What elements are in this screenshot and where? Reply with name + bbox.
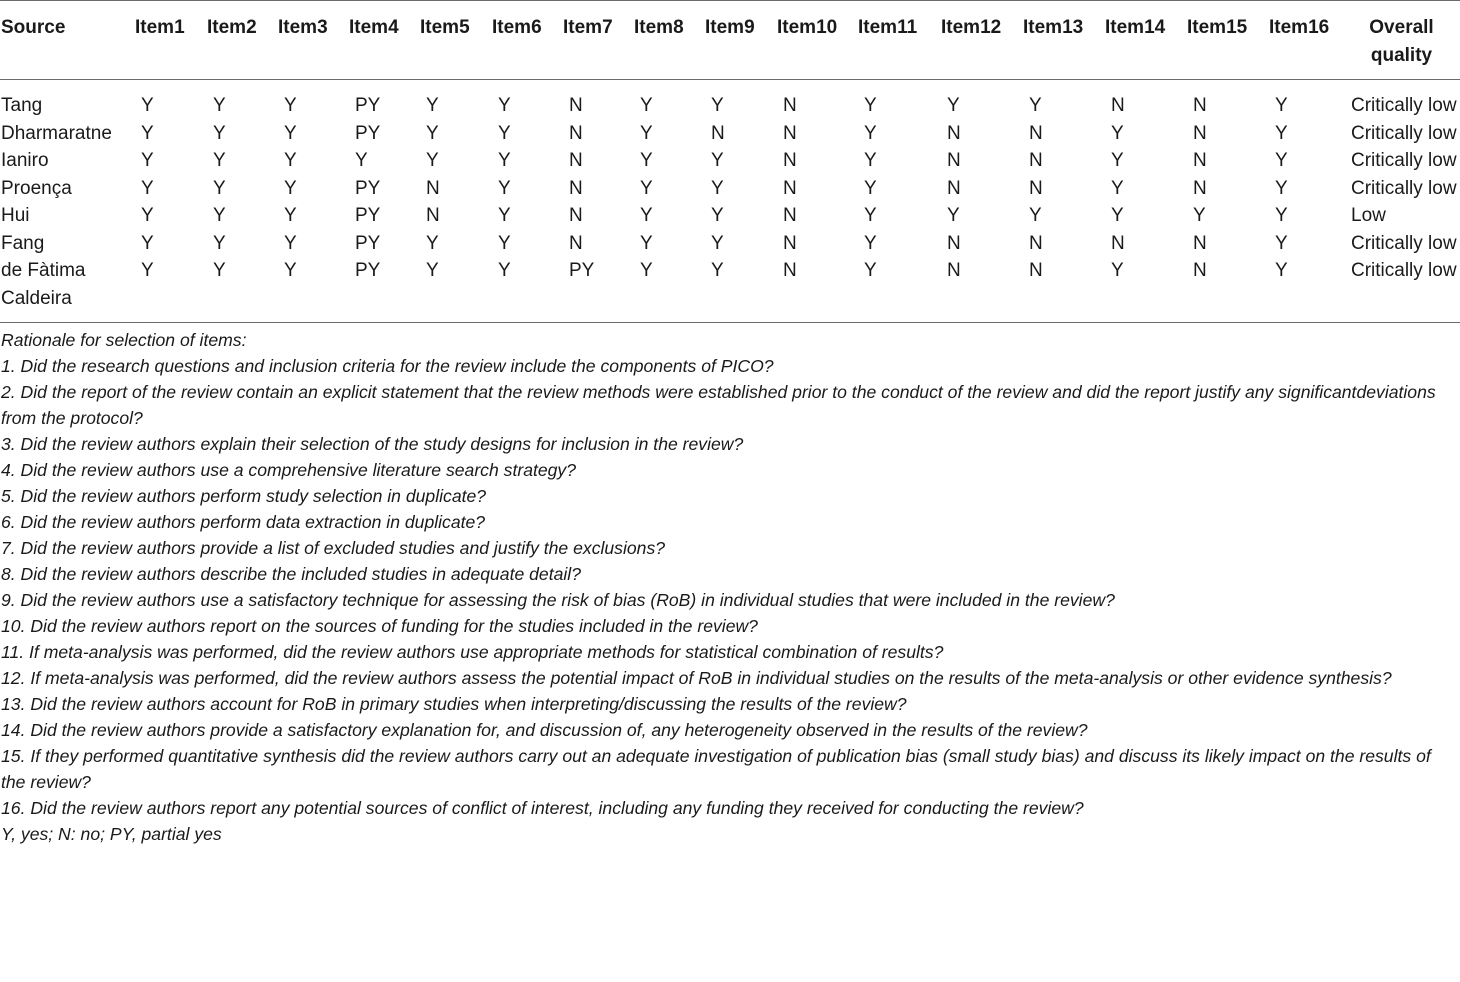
item15-rating-cell: N — [1193, 95, 1207, 116]
item1-rating-cell: Y — [141, 95, 154, 116]
item4-rating-cell: Y — [355, 150, 368, 171]
item3-rating-cell: Y — [284, 95, 297, 116]
overall-quality-cell: Critically low — [1351, 95, 1457, 116]
footnote-item: 8. Did the review authors describe the included studies in adequate detail? — [1, 564, 581, 584]
item3-rating-cell: Y — [284, 205, 297, 226]
item16-rating-cell: Y — [1275, 95, 1288, 116]
item10-rating-cell: N — [783, 177, 797, 199]
table-row — [0, 257, 1460, 323]
item6-rating-cell: Y — [498, 232, 511, 254]
overall-quality-cell: Critically low — [1343, 257, 1460, 323]
item5-rating-cell: N — [426, 177, 440, 199]
footnote-item: 5. Did the review authors perform study selection in duplicate? — [1, 486, 487, 506]
item7-rating-cell: N — [569, 205, 583, 226]
footnote-item: 16. Did the review authors report any potential sources of conflict of interest, including any funding they received for conducting the review? — [1, 798, 1084, 818]
item13-rating-cell: N — [1029, 150, 1043, 171]
item1-rating-cell: Y — [141, 122, 154, 144]
item12-rating-cell: N — [947, 177, 961, 199]
table-row — [0, 230, 1460, 258]
source-cell: Hui — [1, 205, 30, 226]
item13-rating-cell: Y — [1029, 95, 1042, 116]
item13-rating-cell: N — [1029, 232, 1043, 254]
table-row — [0, 80, 1460, 120]
column-header-item16: Item16 — [1269, 1, 1343, 80]
item11-rating-cell: Y — [864, 205, 877, 226]
item4-rating-cell: PY — [355, 232, 381, 254]
item2-rating-cell: Y — [213, 150, 226, 171]
item7-rating-cell: N — [569, 150, 583, 171]
item10-rating-cell: N — [783, 150, 797, 171]
item3-rating-cell: Y — [284, 232, 297, 254]
item6-rating-cell: Y — [498, 205, 511, 226]
item15-rating-cell: Y — [1193, 205, 1206, 226]
table-row — [0, 120, 1460, 148]
column-header-overall-quality: Overall quality — [1343, 1, 1460, 80]
footnote-item: 6. Did the review authors perform data extraction in duplicate? — [1, 512, 486, 532]
column-header-item13: Item13 — [1023, 1, 1105, 80]
footnote-legend: Y, yes; N: no; PY, partial yes — [1, 824, 222, 844]
amstar-quality-table — [0, 0, 1460, 323]
item14-rating-cell: Y — [1111, 205, 1124, 226]
item12-rating-cell: Y — [947, 205, 960, 226]
item13-rating-cell: N — [1023, 257, 1105, 323]
footnote-item: 13. Did the review authors account for RoB in primary studies when interpreting/discussing the results of the review? — [1, 694, 907, 714]
column-header-item1: Item1 — [135, 1, 207, 80]
item16-rating-cell: Y — [1275, 122, 1288, 144]
item3-rating-cell: Y — [284, 150, 297, 171]
item10-rating-cell: N — [783, 122, 797, 144]
footnote-item: 1. Did the research questions and inclusion criteria for the review include the components of PICO? — [1, 356, 774, 376]
column-header-item12: Item12 — [941, 1, 1023, 80]
item14-rating-cell: Y — [1111, 122, 1124, 144]
item11-rating-cell: Y — [864, 150, 877, 171]
item12-rating-cell: N — [947, 232, 961, 254]
item7-rating-cell: PY — [563, 257, 634, 323]
item16-rating-cell: Y — [1275, 205, 1288, 226]
footnote-item: 15. If they performed quantitative synthesis did the review authors carry out an adequate investigation of publication bias (small study bias) and discuss its likely impact on the results of the review? — [1, 746, 1431, 792]
item11-rating-cell: Y — [864, 122, 877, 144]
item13-rating-cell: N — [1029, 177, 1043, 199]
item12-rating-cell: N — [947, 150, 961, 171]
item6-rating-cell: Y — [498, 95, 511, 116]
item10-rating-cell: N — [777, 257, 858, 323]
overall-quality-cell: Critically low — [1351, 177, 1457, 199]
table-row — [0, 147, 1460, 175]
item2-rating-cell: Y — [213, 177, 226, 199]
item2-rating-cell: Y — [213, 122, 226, 144]
table-row — [0, 175, 1460, 203]
source-cell: Dharmaratne — [1, 122, 112, 144]
item5-rating-cell: Y — [426, 232, 439, 254]
item3-rating-cell: Y — [284, 177, 297, 199]
column-header-source: Source — [0, 1, 135, 80]
footnote-item: 4. Did the review authors use a comprehensive literature search strategy? — [1, 460, 577, 480]
item15-rating-cell: N — [1193, 232, 1207, 254]
item5-rating-cell: Y — [426, 95, 439, 116]
item5-rating-cell: Y — [420, 257, 492, 323]
item6-rating-cell: Y — [498, 150, 511, 171]
item7-rating-cell: N — [569, 232, 583, 254]
item10-rating-cell: N — [783, 95, 797, 116]
item15-rating-cell: N — [1193, 150, 1207, 171]
item2-rating-cell: Y — [213, 95, 226, 116]
item7-rating-cell: N — [569, 177, 583, 199]
source-cell: Tang — [1, 95, 43, 116]
footnote-item: 3. Did the review authors explain their selection of the study designs for inclusion in the review? — [1, 434, 744, 454]
item3-rating-cell: Y — [284, 122, 297, 144]
item4-rating-cell: PY — [355, 177, 381, 199]
column-header-item14: Item14 — [1105, 1, 1187, 80]
item2-rating-cell: Y — [213, 205, 226, 226]
column-header-item3: Item3 — [278, 1, 349, 80]
item2-rating-cell: Y — [213, 232, 226, 254]
column-header-item8: Item8 — [634, 1, 705, 80]
item11-rating-cell: Y — [858, 257, 941, 323]
source-cell: Proença — [1, 177, 72, 199]
footnote-item: 2. Did the report of the review contain an explicit statement that the review methods were established prior to the conduct of the review and did the report justify any significantdeviations from the protocol? — [1, 382, 1436, 428]
item4-rating-cell: PY — [355, 205, 381, 226]
item4-rating-cell: PY — [355, 122, 381, 144]
column-header-item11: Item11 — [858, 1, 941, 80]
item12-rating-cell: N — [947, 122, 961, 144]
item10-rating-cell: N — [783, 232, 797, 254]
item11-rating-cell: Y — [864, 95, 877, 116]
item2-rating-cell: Y — [207, 257, 278, 323]
item10-rating-cell: N — [783, 205, 797, 226]
item1-rating-cell: Y — [141, 150, 154, 171]
header-row — [0, 1, 1460, 80]
item12-rating-cell: Y — [947, 95, 960, 116]
item4-rating-cell: PY — [355, 95, 381, 116]
column-header-item7: Item7 — [563, 1, 634, 80]
item16-rating-cell: Y — [1275, 232, 1288, 254]
footnote-item: 12. If meta-analysis was performed, did the review authors assess the potential impact of RoB in individual studies on the results of the meta-analysis or other evidence synthesis? — [1, 668, 1392, 688]
item6-rating-cell: Y — [498, 177, 511, 199]
item3-rating-cell: Y — [278, 257, 349, 323]
item4-rating-cell: PY — [349, 257, 420, 323]
item16-rating-cell: Y — [1275, 150, 1288, 171]
item8-rating-cell: Y — [640, 122, 653, 144]
item8-rating-cell: Y — [640, 177, 653, 199]
table-header — [0, 1, 1460, 80]
item16-rating-cell: Y — [1275, 177, 1288, 199]
column-header-item2: Item2 — [207, 1, 278, 80]
item13-rating-cell: Y — [1029, 205, 1042, 226]
item14-rating-cell: Y — [1111, 150, 1124, 171]
item5-rating-cell: Y — [426, 150, 439, 171]
item8-rating-cell: Y — [640, 150, 653, 171]
footnote-heading: Rationale for selection of items: — [1, 330, 247, 350]
item15-rating-cell: N — [1193, 122, 1207, 144]
footnote-item: 7. Did the review authors provide a list of excluded studies and justify the exclusions? — [1, 538, 666, 558]
item1-rating-cell: Y — [135, 257, 207, 323]
item15-rating-cell: N — [1193, 177, 1207, 199]
item5-rating-cell: Y — [426, 122, 439, 144]
item9-rating-cell: Y — [711, 150, 724, 171]
footnote-item: 9. Did the review authors use a satisfactory technique for assessing the risk of bias (RoB) in individual studies that were included in the review? — [1, 590, 1115, 610]
overall-quality-cell: Low — [1351, 205, 1386, 226]
table-body — [0, 80, 1460, 323]
column-header-item4: Item4 — [349, 1, 420, 80]
item14-rating-cell: N — [1111, 232, 1125, 254]
column-header-item10: Item10 — [777, 1, 858, 80]
item11-rating-cell: Y — [864, 177, 877, 199]
item16-rating-cell: Y — [1269, 257, 1343, 323]
item5-rating-cell: N — [426, 205, 440, 226]
item7-rating-cell: N — [569, 95, 583, 116]
column-header-item9: Item9 — [705, 1, 777, 80]
source-cell: Ianiro — [1, 150, 49, 171]
item9-rating-cell: Y — [711, 95, 724, 116]
column-header-item5: Item5 — [420, 1, 492, 80]
item1-rating-cell: Y — [141, 205, 154, 226]
source-cell: de Fàtima Caldeira — [0, 257, 135, 323]
table-footnotes — [0, 323, 1460, 847]
item7-rating-cell: N — [569, 122, 583, 144]
item11-rating-cell: Y — [864, 232, 877, 254]
item6-rating-cell: Y — [498, 122, 511, 144]
item8-rating-cell: Y — [640, 232, 653, 254]
item9-rating-cell: Y — [711, 232, 724, 254]
item9-rating-cell: N — [711, 122, 725, 144]
footnote-item: 10. Did the review authors report on the sources of funding for the studies included in the review? — [1, 616, 758, 636]
footnote-item: 11. If meta-analysis was performed, did the review authors use appropriate methods for statistical combination of results? — [1, 642, 944, 662]
item8-rating-cell: Y — [640, 95, 653, 116]
item1-rating-cell: Y — [141, 232, 154, 254]
source-cell: Fang — [1, 232, 45, 254]
item13-rating-cell: N — [1029, 122, 1043, 144]
footnote-item: 14. Did the review authors provide a satisfactory explanation for, and discussion of, any heterogeneity observed in the results of the review? — [1, 720, 1088, 740]
table-row — [0, 202, 1460, 230]
column-header-item15: Item15 — [1187, 1, 1269, 80]
overall-quality-cell: Critically low — [1351, 232, 1457, 254]
item9-rating-cell: Y — [705, 257, 777, 323]
item14-rating-cell: N — [1111, 95, 1125, 116]
column-header-item6: Item6 — [492, 1, 563, 80]
item14-rating-cell: Y — [1105, 257, 1187, 323]
item9-rating-cell: Y — [711, 177, 724, 199]
item8-rating-cell: Y — [640, 205, 653, 226]
item12-rating-cell: N — [941, 257, 1023, 323]
item1-rating-cell: Y — [141, 177, 154, 199]
item8-rating-cell: Y — [634, 257, 705, 323]
overall-quality-cell: Critically low — [1351, 122, 1457, 144]
item6-rating-cell: Y — [492, 257, 563, 323]
item9-rating-cell: Y — [711, 205, 724, 226]
item14-rating-cell: Y — [1111, 177, 1124, 199]
item15-rating-cell: N — [1187, 257, 1269, 323]
overall-quality-cell: Critically low — [1351, 150, 1457, 171]
